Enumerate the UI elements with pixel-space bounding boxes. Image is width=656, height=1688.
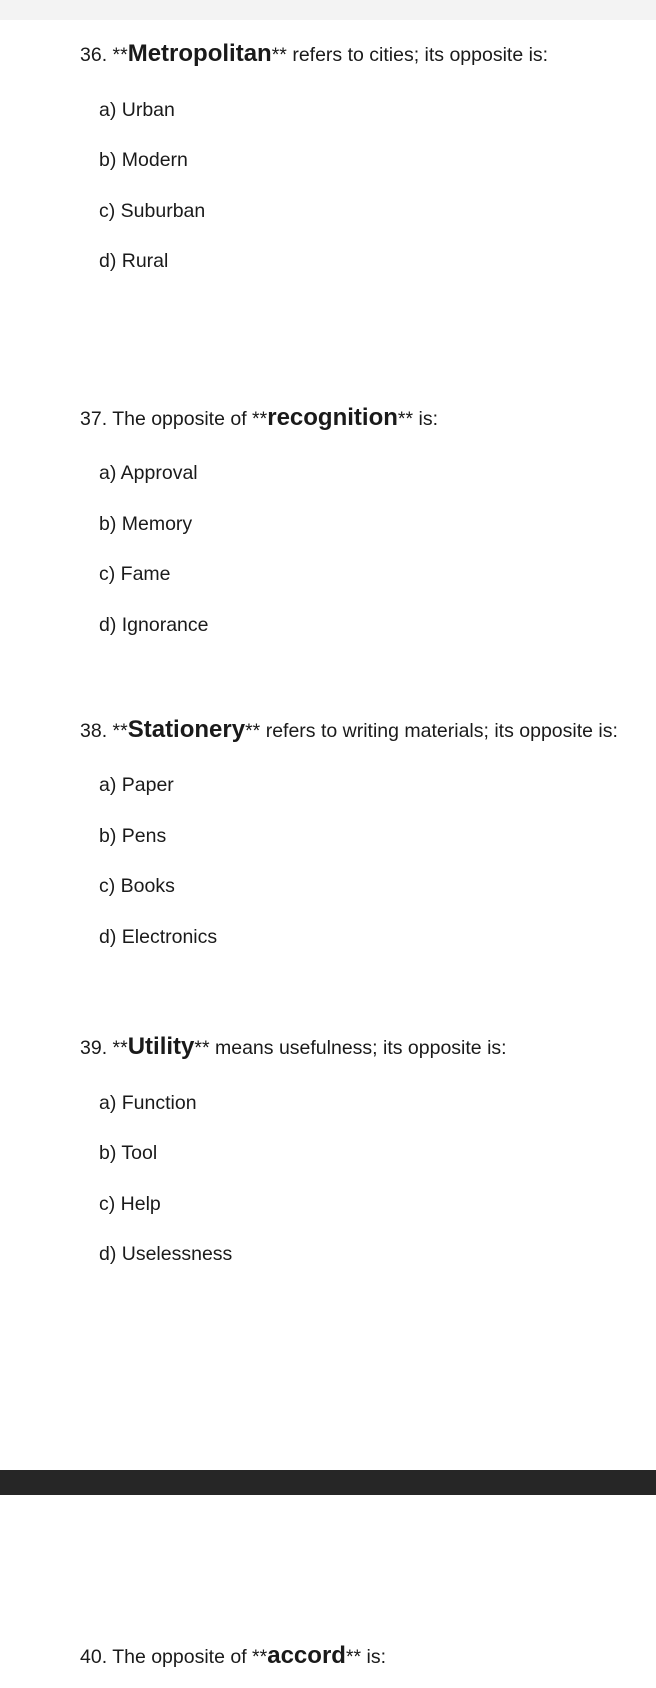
question-prefix: The opposite of — [112, 408, 247, 430]
question-suffix: is: — [418, 408, 439, 430]
question-text — [80, 404, 438, 433]
question-text — [80, 1033, 507, 1062]
top-bar — [0, 0, 656, 21]
option-d: d) Uselessness — [99, 1243, 233, 1265]
question-number: 39. — [80, 1037, 108, 1059]
option-c: c) Books — [99, 875, 175, 897]
markdown-stars: ** — [112, 720, 128, 742]
question-number: 36. — [80, 44, 108, 66]
option-a: a) Paper — [99, 774, 174, 796]
option-b: b) Modern — [99, 149, 188, 171]
markdown-stars: ** — [245, 720, 261, 742]
question-prefix: The opposite of — [112, 1646, 247, 1668]
question-text — [80, 716, 618, 745]
question-keyword: recognition — [267, 404, 398, 431]
document-page-2 — [0, 1495, 656, 1688]
option-a: a) Function — [99, 1092, 197, 1114]
question-suffix: refers to cities; its opposite is: — [292, 44, 549, 66]
question-suffix: means usefulness; its opposite is: — [215, 1037, 507, 1059]
option-a: a) Approval — [99, 462, 198, 484]
option-d: d) Rural — [99, 250, 169, 272]
option-b: b) Tool — [99, 1142, 158, 1164]
markdown-stars: ** — [397, 408, 414, 430]
markdown-stars: ** — [271, 44, 287, 66]
question-keyword: Stationery — [127, 716, 246, 743]
markdown-stars: ** — [112, 1037, 128, 1059]
option-b: b) Memory — [99, 513, 193, 535]
option-c: c) Suburban — [99, 200, 206, 222]
document-page-1 — [0, 20, 656, 1470]
option-d: d) Ignorance — [99, 614, 209, 636]
option-d: d) Electronics — [99, 926, 218, 948]
option-c: c) Fame — [99, 563, 171, 585]
question-text — [80, 1642, 386, 1671]
question-text — [80, 40, 548, 69]
option-a: a) Urban — [99, 99, 175, 121]
option-c: c) Help — [99, 1193, 161, 1215]
question-keyword: Metropolitan — [127, 40, 272, 67]
question-suffix: refers to writing materials; its opposite is: — [265, 720, 618, 742]
question-suffix: is: — [366, 1646, 387, 1668]
question-keyword: accord — [267, 1642, 346, 1669]
page-separator — [0, 1470, 656, 1495]
option-b: b) Pens — [99, 825, 167, 847]
question-number: 37. — [80, 408, 108, 430]
markdown-stars: ** — [112, 44, 128, 66]
markdown-stars: ** — [194, 1037, 210, 1059]
question-keyword: Utility — [127, 1033, 195, 1060]
question-number: 40. — [80, 1646, 108, 1668]
question-number: 38. — [80, 720, 108, 742]
markdown-stars: ** — [252, 408, 268, 430]
markdown-stars: ** — [252, 1646, 268, 1668]
markdown-stars: ** — [345, 1646, 362, 1668]
